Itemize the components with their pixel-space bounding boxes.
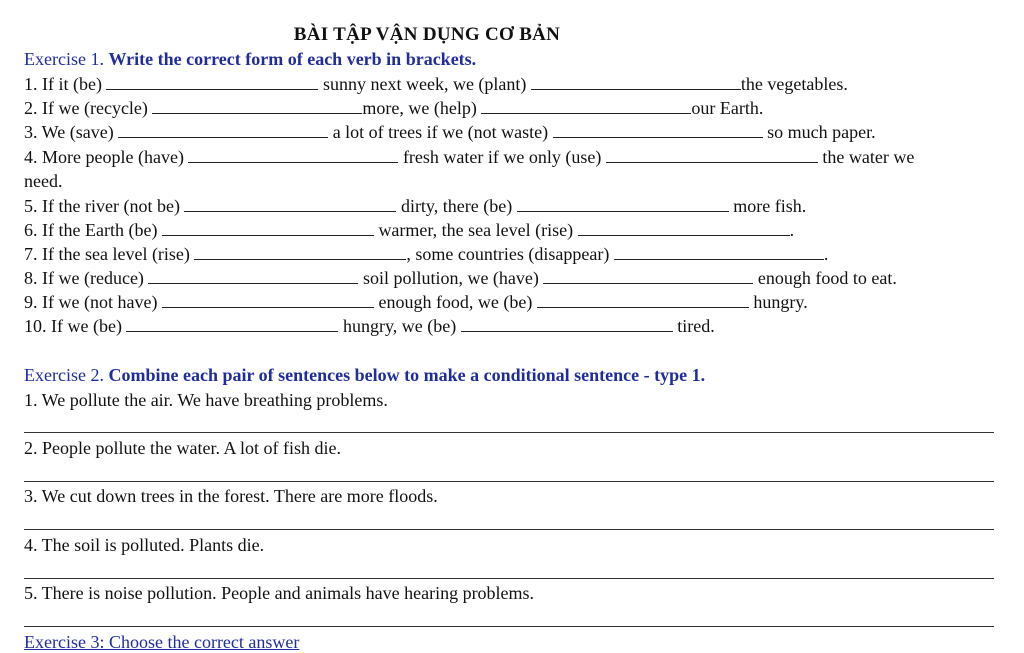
exercise1-item — [24, 243, 828, 265]
answer-blank[interactable] — [461, 315, 673, 332]
item-text-b: soil pollution, we (have) — [358, 268, 544, 288]
exercise2-heading — [24, 364, 705, 386]
item-text-c: so much paper. — [762, 122, 876, 142]
item-text-a: 2. If we (recycle) — [24, 98, 153, 118]
exercise2-item: 2. People pollute the water. A lot of fish die. — [24, 438, 341, 458]
exercise1-item — [24, 97, 763, 119]
item-text-a: 9. If we (not have) — [24, 292, 162, 312]
item-text-c: . — [823, 244, 829, 264]
item-text-b: dirty, there (be) — [396, 196, 517, 216]
answer-blank[interactable] — [194, 243, 406, 260]
exercise3-heading: Exercise 3: Choose the correct answer — [24, 632, 300, 652]
exercise1-item — [24, 121, 876, 143]
answer-blank[interactable] — [543, 267, 753, 284]
item-text-a: 5. If the river (not be) — [24, 196, 185, 216]
item-text-c: hungry. — [748, 292, 808, 312]
exercise2-item: 3. We cut down trees in the forest. There are more floods. — [24, 486, 438, 506]
item-text-c: tired. — [672, 316, 715, 336]
answer-blank[interactable] — [184, 195, 396, 212]
exercise1-item — [24, 195, 806, 217]
item-text-b: hungry, we (be) — [338, 316, 461, 336]
item-text-c: the water we — [817, 147, 915, 167]
item-text-c: our Earth. — [691, 98, 764, 118]
item-text-a: 4. More people (have) — [24, 147, 189, 167]
item-text-b: a lot of trees if we (not waste) — [328, 122, 553, 142]
answer-blank[interactable] — [152, 97, 362, 114]
answer-line[interactable] — [24, 481, 994, 482]
page-title: BÀI TẬP VẬN DỤNG CƠ BẢN — [293, 24, 561, 45]
item-text-a: 8. If we (reduce) — [24, 268, 149, 288]
exercise2-item: 4. The soil is polluted. Plants die. — [24, 535, 265, 555]
exercise1-item — [24, 267, 897, 289]
exercise1-heading — [24, 48, 476, 70]
answer-blank[interactable] — [578, 219, 790, 236]
item-text-a: 10. If we (be) — [24, 316, 127, 336]
answer-blank[interactable] — [106, 73, 318, 90]
answer-blank[interactable] — [148, 267, 358, 284]
exercise1-item — [24, 315, 715, 337]
exercise2-label: Exercise 2. — [24, 365, 104, 385]
answer-blank[interactable] — [188, 146, 398, 163]
item-text-a: 3. We (save) — [24, 122, 119, 142]
answer-blank[interactable] — [118, 121, 328, 138]
answer-line[interactable] — [24, 432, 994, 433]
exercise1-item — [24, 146, 914, 168]
item-text-a: 7. If the sea level (rise) — [24, 244, 195, 264]
item-text-a: 1. If it (be) — [24, 74, 107, 94]
exercise1-instruction: Write the correct form of each verb in brackets. — [108, 49, 477, 69]
item-text-b: , some countries (disappear) — [406, 244, 614, 264]
item-text-c: the vegetables. — [740, 74, 848, 94]
answer-blank[interactable] — [531, 73, 741, 90]
answer-line[interactable] — [24, 626, 994, 627]
answer-blank[interactable] — [162, 291, 374, 308]
exercise2-instruction: Combine each pair of sentences below to make a conditional sentence - type 1. — [108, 365, 706, 385]
exercise1-item — [24, 73, 848, 95]
exercise1-label: Exercise 1. — [24, 49, 104, 69]
item-text-c: enough food to eat. — [753, 268, 897, 288]
answer-line[interactable] — [24, 578, 994, 579]
item-text-b: fresh water if we only (use) — [398, 147, 606, 167]
item-text-b: sunny next week, we (plant) — [318, 74, 531, 94]
exercise1-item — [24, 291, 808, 313]
item-text-b: enough food, we (be) — [373, 292, 537, 312]
exercise2-item: 1. We pollute the air. We have breathing problems. — [24, 390, 388, 410]
exercise1-item-continuation: need. — [24, 171, 63, 191]
item-text-c: more fish. — [728, 196, 807, 216]
item-text-c: . — [789, 220, 795, 240]
answer-blank[interactable] — [481, 97, 691, 114]
answer-blank[interactable] — [162, 219, 374, 236]
item-text-a: 6. If the Earth (be) — [24, 220, 162, 240]
answer-blank[interactable] — [517, 195, 729, 212]
item-text-b: warmer, the sea level (rise) — [373, 220, 578, 240]
answer-blank[interactable] — [537, 291, 749, 308]
exercise1-item — [24, 219, 794, 241]
item-text-b: more, we (help) — [362, 98, 482, 118]
exercise2-item: 5. There is noise pollution. People and animals have hearing problems. — [24, 583, 535, 603]
answer-blank[interactable] — [553, 121, 763, 138]
answer-blank[interactable] — [614, 243, 824, 260]
answer-blank[interactable] — [126, 315, 338, 332]
answer-line[interactable] — [24, 529, 994, 530]
answer-blank[interactable] — [606, 146, 818, 163]
